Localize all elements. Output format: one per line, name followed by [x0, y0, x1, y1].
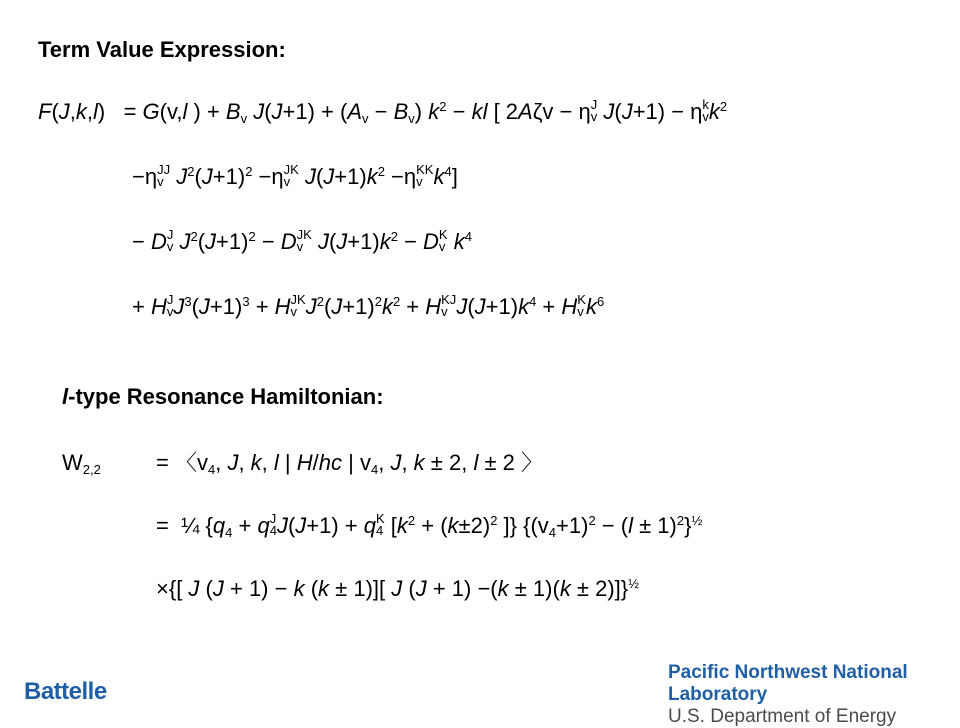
- formula-hamiltonian-line-1: = 〈$v_4$, J, k, l | H/hc | $v_4$, J, k ± 2, l ± 2 〉: [156, 450, 543, 477]
- term-value-heading: Term Value Expression:: [38, 37, 286, 62]
- pnnl-logo: [668, 662, 960, 728]
- w22-label: $W_{2,2}$: [62, 450, 101, 477]
- formula-hamiltonian-line-3: ×{[ J (J + 1) − k (k ± 1)][ J (J + 1) −(k ± 1)(k ± 2)]}$^{\frac{1}{2}}$: [156, 576, 639, 601]
- lab-name-text: Pacific Northwest National Laboratory: [668, 662, 908, 705]
- l-type-resonance-heading: l-type Resonance Hamiltonian:: [62, 384, 384, 409]
- battelle-logo: Battelle: [24, 678, 107, 705]
- formula-hamiltonian-line-2: = ¼ {$q_4 + q$ J 4 J(J+1) + q K 4 [$k^2 + (k\pm 2)^2$ ]} $\{(v_4+1)^2 - (l \pm 1)^2\}^{\frac{1}{2}}$: [156, 511, 703, 540]
- formula-term-value-line-3: − D J v $J^2(J+1)^2 - D$ JK v $J(J+1)k^2 - D$ K v $k^4$: [132, 227, 472, 255]
- doe-name-text: U.S. Department of Energy: [668, 706, 897, 727]
- formula-term-value-line-2: −η JJ v $J^2(J+1)^2 -\eta$ JK v $J(J+1)k^2 -\eta$ KK v $k^4$]: [132, 162, 458, 190]
- formula-term-value-line-1: F(J,k,l) = G(v,l ) + $B_v$ $J(J+1) + (A_v - B_v) k^2$ − kl [ 2Aζv − η J v J(J+1) − η k v $k^2$: [38, 97, 728, 126]
- formula-term-value-line-4: + H J v $J^3(J+1)^3 + H$ JK v $J^2(J+1)^2k^2 + H$ KJ v $J(J+1)k^4 + H$ K v $k^6$: [132, 292, 605, 320]
